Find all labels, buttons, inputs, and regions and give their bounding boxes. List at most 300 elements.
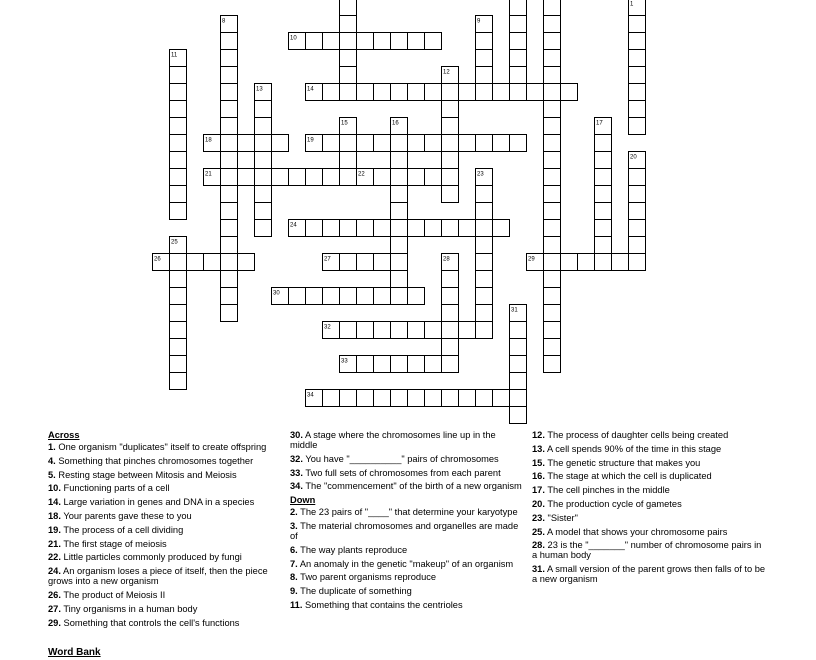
- crossword-cell[interactable]: [612, 254, 629, 271]
- crossword-cell[interactable]: [510, 390, 527, 407]
- crossword-cell[interactable]: [357, 135, 374, 152]
- crossword-cell[interactable]: [544, 169, 561, 186]
- clue-text: One organism "duplicates" itself to create offspring: [55, 442, 267, 452]
- clue-number: 2.: [290, 507, 298, 518]
- crossword-cell[interactable]: [391, 356, 408, 373]
- crossword-cell[interactable]: [459, 84, 476, 101]
- crossword-cell[interactable]: [476, 67, 493, 84]
- crossword-cell[interactable]: [170, 271, 187, 288]
- clue-number: 28.: [532, 540, 545, 551]
- crossword-cell[interactable]: [221, 186, 238, 203]
- crossword-cell[interactable]: [442, 84, 459, 101]
- crossword-cell[interactable]: [255, 203, 272, 220]
- crossword-cell[interactable]: [544, 152, 561, 169]
- crossword-cell[interactable]: [323, 169, 340, 186]
- crossword-cell[interactable]: [340, 169, 357, 186]
- crossword-cell[interactable]: [221, 50, 238, 67]
- clue-number: 23.: [532, 512, 545, 523]
- crossword-cell[interactable]: [629, 220, 646, 237]
- crossword-cell[interactable]: [425, 169, 442, 186]
- crossword-cell[interactable]: [595, 186, 612, 203]
- crossword-cell[interactable]: [357, 220, 374, 237]
- crossword-cell[interactable]: [306, 33, 323, 50]
- crossword-cell[interactable]: [289, 288, 306, 305]
- cell-number: 33: [341, 358, 348, 365]
- crossword-cell[interactable]: [544, 322, 561, 339]
- crossword-cell[interactable]: [374, 33, 391, 50]
- clue-text: Resting stage between Mitosis and Meiosis: [55, 469, 237, 480]
- crossword-cell[interactable]: [391, 220, 408, 237]
- crossword-cell[interactable]: [442, 169, 459, 186]
- crossword-cell[interactable]: [476, 203, 493, 220]
- crossword-cell[interactable]: [272, 169, 289, 186]
- crossword-cell[interactable]: [442, 271, 459, 288]
- crossword-cell[interactable]: [510, 0, 527, 16]
- crossword-cell[interactable]: [442, 339, 459, 356]
- crossword-cell[interactable]: [170, 203, 187, 220]
- crossword-cell[interactable]: [544, 135, 561, 152]
- crossword-cell[interactable]: [289, 169, 306, 186]
- crossword-cell[interactable]: [425, 135, 442, 152]
- clue-1: [48, 442, 280, 452]
- crossword-cell[interactable]: [357, 33, 374, 50]
- crossword-cell[interactable]: [510, 322, 527, 339]
- clue-9: [290, 586, 522, 596]
- clue-23: [532, 513, 768, 523]
- crossword-cell[interactable]: [391, 203, 408, 220]
- crossword-cell[interactable]: [391, 169, 408, 186]
- crossword-cell[interactable]: [544, 84, 561, 101]
- crossword-cell[interactable]: [391, 152, 408, 169]
- crossword-cell[interactable]: [170, 356, 187, 373]
- clue-number: 20.: [532, 498, 545, 509]
- crossword-cell[interactable]: [187, 254, 204, 271]
- crossword-cell[interactable]: [272, 135, 289, 152]
- crossword-cell[interactable]: [476, 390, 493, 407]
- crossword-cell[interactable]: [323, 390, 340, 407]
- crossword-cell[interactable]: [425, 33, 442, 50]
- crossword-cell[interactable]: [357, 254, 374, 271]
- crossword-cell[interactable]: [221, 203, 238, 220]
- crossword-cell[interactable]: [544, 288, 561, 305]
- crossword-cell[interactable]: [391, 390, 408, 407]
- crossword-cell[interactable]: [391, 254, 408, 271]
- clue-number: 4.: [48, 455, 56, 466]
- crossword-cell[interactable]: [374, 356, 391, 373]
- crossword-cell[interactable]: [340, 390, 357, 407]
- cell-number: 27: [324, 256, 331, 263]
- crossword-cell[interactable]: [391, 33, 408, 50]
- crossword-cell[interactable]: [340, 84, 357, 101]
- crossword-cell[interactable]: [476, 271, 493, 288]
- crossword-cell[interactable]: [374, 322, 391, 339]
- clue-12: [532, 430, 768, 440]
- clue-number: 25.: [532, 526, 545, 537]
- clue-column-1: [48, 430, 280, 631]
- crossword-cell[interactable]: [408, 84, 425, 101]
- clue-number: 10.: [48, 483, 61, 494]
- crossword-cell[interactable]: [442, 322, 459, 339]
- clue-text: Little particles commonly produced by fungi: [60, 552, 242, 563]
- crossword-cell[interactable]: [629, 67, 646, 84]
- crossword-cell[interactable]: [510, 33, 527, 50]
- crossword-cell[interactable]: [493, 135, 510, 152]
- crossword-cell[interactable]: [221, 237, 238, 254]
- crossword-cell[interactable]: [408, 288, 425, 305]
- crossword-cell[interactable]: [629, 84, 646, 101]
- clue-number: 24.: [48, 566, 61, 577]
- clue-text: The material chromosomes and organelles are made of: [290, 520, 519, 541]
- crossword-cell[interactable]: [408, 390, 425, 407]
- crossword-cell[interactable]: [323, 135, 340, 152]
- crossword-cell[interactable]: [238, 169, 255, 186]
- clue-text: Your parents gave these to you: [60, 510, 192, 521]
- clue-number: 32.: [290, 453, 303, 464]
- crossword-cell[interactable]: [544, 50, 561, 67]
- crossword-cell[interactable]: [340, 152, 357, 169]
- crossword-cell[interactable]: [629, 254, 646, 271]
- crossword-cell[interactable]: [442, 186, 459, 203]
- crossword-cell[interactable]: [544, 356, 561, 373]
- crossword-cell[interactable]: [391, 237, 408, 254]
- crossword-cell[interactable]: [510, 356, 527, 373]
- crossword-cell[interactable]: [476, 84, 493, 101]
- clue-31: [532, 564, 768, 584]
- crossword-cell[interactable]: [425, 390, 442, 407]
- crossword-cell[interactable]: [561, 254, 578, 271]
- clue-5: [48, 470, 280, 480]
- clue-number: 5.: [48, 469, 56, 480]
- crossword-cell[interactable]: [527, 84, 544, 101]
- crossword-cell[interactable]: [408, 220, 425, 237]
- crossword-cell[interactable]: [510, 50, 527, 67]
- clue-number: 27.: [48, 603, 61, 614]
- crossword-cell[interactable]: [595, 152, 612, 169]
- clue-column-3: [532, 430, 768, 588]
- crossword-cell[interactable]: [425, 220, 442, 237]
- crossword-cell[interactable]: [493, 84, 510, 101]
- crossword-cell[interactable]: [595, 237, 612, 254]
- crossword-cell[interactable]: [561, 84, 578, 101]
- crossword-cell[interactable]: [408, 356, 425, 373]
- cell-number: 16: [392, 120, 399, 127]
- crossword-cell[interactable]: [442, 101, 459, 118]
- crossword-cell[interactable]: [170, 254, 187, 271]
- crossword-cell[interactable]: [357, 288, 374, 305]
- crossword-cell[interactable]: [459, 390, 476, 407]
- crossword-cell[interactable]: [544, 186, 561, 203]
- crossword-cell[interactable]: [323, 84, 340, 101]
- clue-number: 26.: [48, 589, 61, 600]
- crossword-cell[interactable]: [510, 373, 527, 390]
- crossword-cell[interactable]: [204, 254, 221, 271]
- crossword-cell[interactable]: [170, 322, 187, 339]
- cell-number: 22: [358, 171, 365, 178]
- crossword-cell[interactable]: [374, 169, 391, 186]
- crossword-cell[interactable]: [170, 305, 187, 322]
- crossword-cell[interactable]: [170, 118, 187, 135]
- crossword-cell[interactable]: [442, 288, 459, 305]
- clue-text: The duplicate of something: [297, 586, 412, 597]
- clue-text: A stage where the chromosomes line up in the middle: [290, 430, 496, 450]
- clue-number: 33.: [290, 467, 303, 478]
- down-clue-list-continued: [532, 430, 768, 584]
- clue-3: [290, 521, 522, 541]
- clue-number: 8.: [290, 572, 298, 583]
- crossword-cell[interactable]: [374, 135, 391, 152]
- crossword-cell[interactable]: [221, 254, 238, 271]
- crossword-cell[interactable]: [425, 356, 442, 373]
- crossword-cell[interactable]: [391, 271, 408, 288]
- crossword-cell[interactable]: [476, 237, 493, 254]
- crossword-cell[interactable]: [442, 390, 459, 407]
- clue-text: The cell pinches in the middle: [544, 485, 670, 496]
- crossword-cell[interactable]: [629, 101, 646, 118]
- clue-number: 3.: [290, 520, 298, 531]
- crossword-cell[interactable]: [442, 152, 459, 169]
- clue-number: 9.: [290, 586, 298, 597]
- crossword-cell[interactable]: [442, 220, 459, 237]
- crossword-cell[interactable]: [476, 50, 493, 67]
- crossword-cell[interactable]: [442, 305, 459, 322]
- crossword-cell[interactable]: [170, 169, 187, 186]
- crossword-cell[interactable]: [629, 203, 646, 220]
- clue-16: [532, 471, 768, 481]
- crossword-cell[interactable]: [544, 101, 561, 118]
- crossword-cell[interactable]: [170, 152, 187, 169]
- crossword-cell[interactable]: [595, 203, 612, 220]
- crossword-cell[interactable]: [221, 118, 238, 135]
- crossword-cell[interactable]: [493, 220, 510, 237]
- crossword-cell[interactable]: [510, 84, 527, 101]
- crossword-cell[interactable]: [340, 16, 357, 33]
- clue-11: [290, 600, 522, 610]
- clue-text: The process of daughter cells being created: [544, 430, 729, 440]
- crossword-cell[interactable]: [374, 254, 391, 271]
- clue-text: Tiny organisms in a human body: [60, 603, 198, 614]
- crossword-cell[interactable]: [544, 203, 561, 220]
- crossword-cell[interactable]: [255, 101, 272, 118]
- crossword-cell[interactable]: [170, 186, 187, 203]
- crossword-cell[interactable]: [340, 254, 357, 271]
- crossword-cell[interactable]: [238, 254, 255, 271]
- crossword-cell[interactable]: [374, 84, 391, 101]
- clue-15: [532, 458, 768, 468]
- clue-27: [48, 604, 280, 614]
- crossword-cell[interactable]: [629, 169, 646, 186]
- crossword-cell[interactable]: [357, 322, 374, 339]
- crossword-cell[interactable]: [340, 33, 357, 50]
- crossword-cell[interactable]: [357, 84, 374, 101]
- crossword-cell[interactable]: [323, 33, 340, 50]
- crossword-cell[interactable]: [408, 169, 425, 186]
- crossword-cell[interactable]: [510, 135, 527, 152]
- crossword-cell[interactable]: [595, 169, 612, 186]
- crossword-cell[interactable]: [255, 118, 272, 135]
- crossword-cell[interactable]: [595, 254, 612, 271]
- crossword-cell[interactable]: [544, 33, 561, 50]
- clue-14: [48, 497, 280, 507]
- crossword-cell[interactable]: [221, 33, 238, 50]
- cell-number: 31: [511, 307, 518, 314]
- crossword-cell[interactable]: [544, 339, 561, 356]
- crossword-cell[interactable]: [374, 288, 391, 305]
- cell-number: 17: [596, 120, 603, 127]
- crossword-cell[interactable]: [476, 322, 493, 339]
- crossword-cell[interactable]: [221, 220, 238, 237]
- cell-number: 12: [443, 69, 450, 76]
- crossword-cell[interactable]: [476, 186, 493, 203]
- clue-19: [48, 525, 280, 535]
- cell-number: 15: [341, 120, 348, 127]
- crossword-cell[interactable]: [340, 288, 357, 305]
- crossword-cell[interactable]: [238, 135, 255, 152]
- crossword-cell[interactable]: [578, 254, 595, 271]
- crossword-cell[interactable]: [340, 322, 357, 339]
- crossword-cell[interactable]: [510, 16, 527, 33]
- crossword-cell[interactable]: [357, 356, 374, 373]
- crossword-cell[interactable]: [510, 67, 527, 84]
- crossword-cell[interactable]: [221, 152, 238, 169]
- crossword-cell[interactable]: [544, 254, 561, 271]
- crossword-cell[interactable]: [374, 390, 391, 407]
- clue-26: [48, 590, 280, 600]
- crossword-cell[interactable]: [425, 322, 442, 339]
- clue-7: [290, 559, 522, 569]
- crossword-cell[interactable]: [340, 67, 357, 84]
- crossword-cell[interactable]: [629, 186, 646, 203]
- crossword-cell[interactable]: [306, 169, 323, 186]
- crossword-cell[interactable]: [629, 237, 646, 254]
- crossword-cell[interactable]: [544, 305, 561, 322]
- crossword-cell[interactable]: [340, 135, 357, 152]
- crossword-cell[interactable]: [221, 135, 238, 152]
- crossword-cell[interactable]: [425, 84, 442, 101]
- cell-number: 29: [528, 256, 535, 263]
- crossword-cell[interactable]: [476, 135, 493, 152]
- crossword-cell[interactable]: [306, 220, 323, 237]
- crossword-cell[interactable]: [170, 288, 187, 305]
- crossword-cell[interactable]: [374, 220, 391, 237]
- clue-13: [532, 444, 768, 454]
- crossword-cell[interactable]: [544, 67, 561, 84]
- crossword-cell[interactable]: [544, 271, 561, 288]
- clue-30: [290, 430, 522, 450]
- crossword-cell[interactable]: [595, 220, 612, 237]
- crossword-cell[interactable]: [391, 135, 408, 152]
- crossword-cell[interactable]: [476, 33, 493, 50]
- crossword-cell[interactable]: [544, 0, 561, 16]
- crossword-cell[interactable]: [323, 288, 340, 305]
- crossword-cell[interactable]: [170, 373, 187, 390]
- crossword-cell[interactable]: [255, 186, 272, 203]
- crossword-cell[interactable]: [340, 50, 357, 67]
- crossword-cell[interactable]: [442, 135, 459, 152]
- crossword-cell[interactable]: [170, 84, 187, 101]
- crossword-cell[interactable]: [408, 33, 425, 50]
- crossword-cell[interactable]: [170, 135, 187, 152]
- crossword-cell[interactable]: [408, 135, 425, 152]
- crossword-cell[interactable]: [221, 305, 238, 322]
- crossword-cell[interactable]: [629, 33, 646, 50]
- crossword-cell[interactable]: [255, 169, 272, 186]
- crossword-cell[interactable]: [255, 220, 272, 237]
- clue-4: [48, 456, 280, 466]
- crossword-cell[interactable]: [629, 16, 646, 33]
- crossword-cell[interactable]: [306, 288, 323, 305]
- crossword-cell[interactable]: [544, 237, 561, 254]
- cell-number: 20: [630, 154, 637, 161]
- crossword-cell[interactable]: [476, 305, 493, 322]
- crossword-cell[interactable]: [221, 169, 238, 186]
- down-heading: Down: [290, 495, 316, 506]
- crossword-cell[interactable]: [340, 0, 357, 16]
- crossword-cell[interactable]: [357, 390, 374, 407]
- clue-number: 1.: [48, 442, 56, 452]
- crossword-cell[interactable]: [221, 67, 238, 84]
- crossword-cell[interactable]: [459, 135, 476, 152]
- crossword-cell[interactable]: [442, 356, 459, 373]
- clue-text: An organism loses a piece of itself, then the piece grows into a new organism: [48, 566, 268, 587]
- crossword-cell[interactable]: [459, 322, 476, 339]
- crossword-cell[interactable]: [595, 135, 612, 152]
- crossword-cell[interactable]: [476, 220, 493, 237]
- crossword-cell[interactable]: [391, 84, 408, 101]
- crossword-cell[interactable]: [391, 186, 408, 203]
- crossword-cell[interactable]: [510, 407, 527, 424]
- crossword-cell[interactable]: [221, 84, 238, 101]
- crossword-cell[interactable]: [544, 220, 561, 237]
- crossword-cell[interactable]: [255, 152, 272, 169]
- cell-number: 14: [307, 86, 314, 93]
- crossword-cell[interactable]: [340, 220, 357, 237]
- clue-34: [290, 481, 522, 491]
- across-heading: Across: [48, 430, 80, 440]
- crossword-cell[interactable]: [323, 220, 340, 237]
- crossword-cell[interactable]: [391, 322, 408, 339]
- crossword-cell[interactable]: [442, 118, 459, 135]
- cell-number: 8: [222, 18, 226, 25]
- crossword-cell[interactable]: [629, 118, 646, 135]
- crossword-cell[interactable]: [476, 288, 493, 305]
- crossword-cell[interactable]: [221, 288, 238, 305]
- down-clue-list: [290, 507, 522, 610]
- clue-text: The genetic structure that makes you: [544, 457, 701, 468]
- clue-text: The process of a cell dividing: [60, 524, 184, 535]
- crossword-cell[interactable]: [221, 271, 238, 288]
- crossword-cell[interactable]: [170, 339, 187, 356]
- clue-25: [532, 527, 768, 537]
- clue-text: The stage at which the cell is duplicated: [544, 471, 712, 482]
- crossword-cell[interactable]: [476, 254, 493, 271]
- cell-number: 23: [477, 171, 484, 178]
- clue-number: 11.: [290, 599, 303, 610]
- crossword-cell[interactable]: [255, 135, 272, 152]
- cell-number: 28: [443, 256, 450, 263]
- crossword-cell[interactable]: [221, 101, 238, 118]
- crossword-cell[interactable]: [391, 288, 408, 305]
- crossword-cell[interactable]: [629, 50, 646, 67]
- crossword-cell[interactable]: [544, 118, 561, 135]
- crossword-cell[interactable]: [493, 390, 510, 407]
- crossword-cell[interactable]: [408, 322, 425, 339]
- crossword-cell[interactable]: [544, 16, 561, 33]
- crossword-cell[interactable]: [510, 339, 527, 356]
- crossword-cell[interactable]: [170, 101, 187, 118]
- crossword-cell[interactable]: [170, 67, 187, 84]
- clue-number: 31.: [532, 564, 545, 575]
- crossword-cell[interactable]: [459, 220, 476, 237]
